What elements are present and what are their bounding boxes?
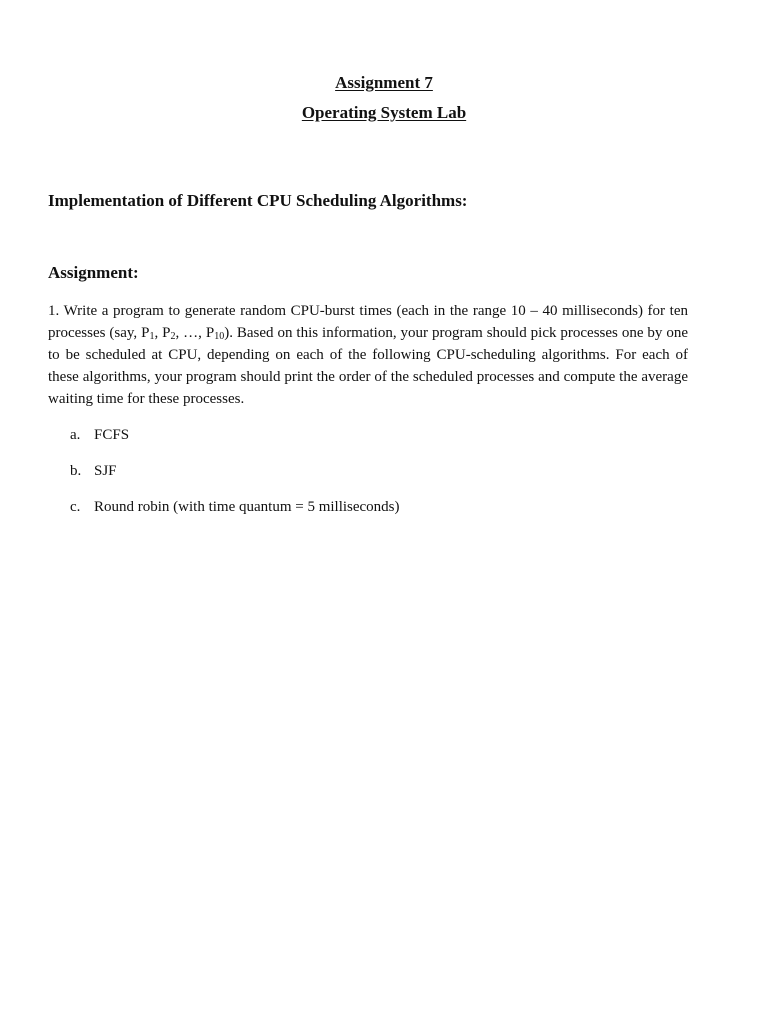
document-title: Assignment 7 bbox=[335, 73, 433, 92]
subscript-1: 1 bbox=[149, 331, 155, 342]
list-item-text: SJF bbox=[94, 463, 117, 479]
list-item-text: Round robin (with time quantum = 5 milliseconds) bbox=[94, 499, 400, 515]
list-item bbox=[70, 426, 400, 462]
document-subtitle: Operating System Lab bbox=[301, 103, 467, 122]
list-item-text: FCFS bbox=[94, 427, 130, 443]
algorithm-list bbox=[70, 426, 400, 534]
subscript-10: 10 bbox=[214, 331, 225, 342]
assignment-heading: Assignment: bbox=[48, 263, 139, 282]
paragraph-text-2: ). Based on this information, your program should pick processes one by one to be scheduled at CPU, depending on each of the following CPU-scheduling algorithms. For each of these algorithms, your program should print the order of the scheduled processes and compute the average waiting time for these processes. bbox=[48, 325, 689, 407]
subscript-2: 2 bbox=[170, 331, 176, 342]
assignment-paragraph bbox=[48, 300, 688, 410]
list-item bbox=[70, 462, 400, 498]
list-marker: b. bbox=[70, 463, 82, 479]
list-marker: a. bbox=[70, 427, 81, 443]
paragraph-sep-2: , …, P bbox=[175, 325, 215, 341]
paragraph-text-1: 1. Write a program to generate random CPU-burst times (each in the range 10 – 40 milliseconds) for ten processes (say, P bbox=[48, 303, 688, 341]
list-item bbox=[70, 498, 400, 534]
list-marker: c. bbox=[70, 499, 81, 515]
paragraph-sep-1: , P bbox=[154, 325, 171, 341]
section-heading: Implementation of Different CPU Scheduling Algorithms: bbox=[48, 191, 468, 210]
